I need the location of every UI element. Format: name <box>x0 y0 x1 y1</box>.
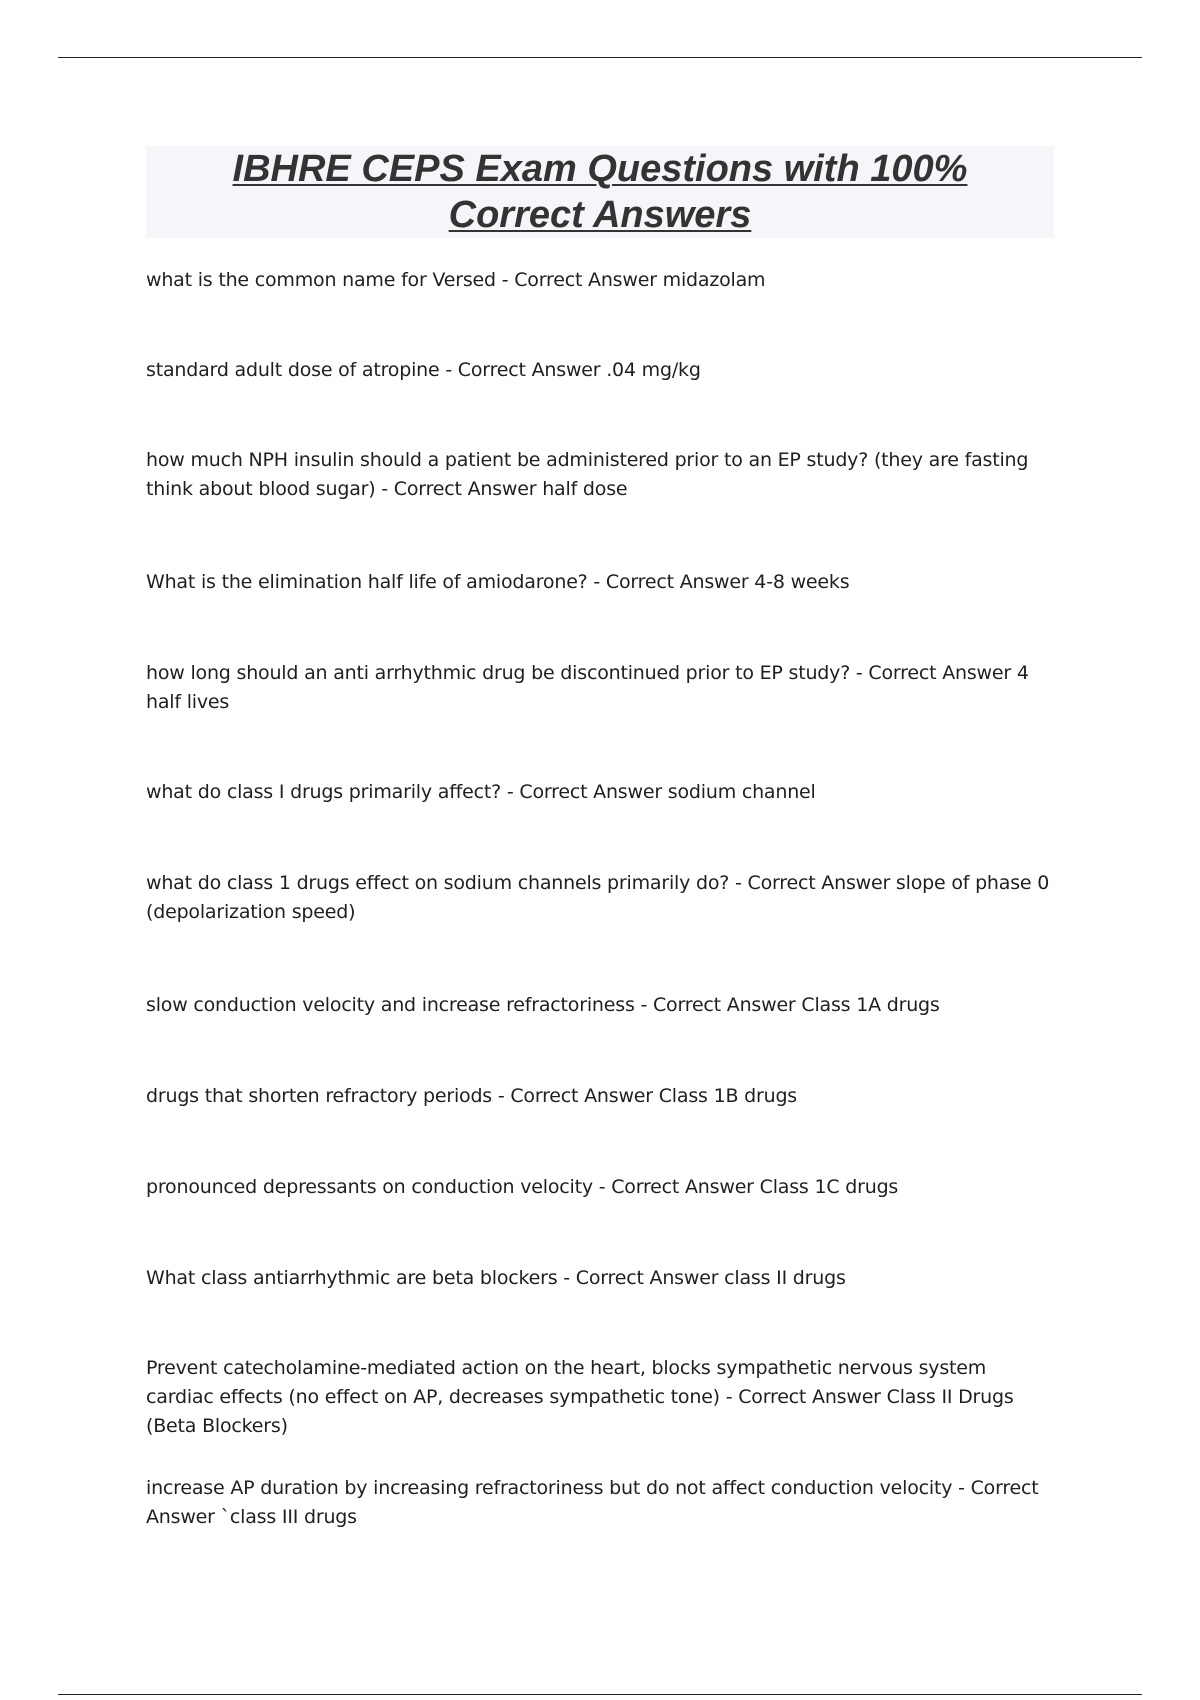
qa-item: what is the common name for Versed - Correct Answer midazolam <box>146 269 766 291</box>
qa-item: how much NPH insulin should a patient be administered prior to an EP study? (they are fasting think about blood sugar) - Correct Answer half dose <box>146 449 1029 500</box>
qa-item: What class antiarrhythmic are beta blockers - Correct Answer class II drugs <box>146 1267 846 1289</box>
document-title: IBHRE CEPS Exam Questions with 100% Correct Answers <box>232 148 968 236</box>
header-rule <box>58 57 1142 58</box>
qa-item: what do class 1 drugs effect on sodium channels primarily do? - Correct Answer slope of phase 0 (depolarization speed) <box>146 872 1050 923</box>
qa-item: slow conduction velocity and increase refractoriness - Correct Answer Class 1A drugs <box>146 994 940 1016</box>
qa-item: drugs that shorten refractory periods - Correct Answer Class 1B drugs <box>146 1085 798 1107</box>
qa-item: pronounced depressants on conduction velocity - Correct Answer Class 1C drugs <box>146 1176 899 1198</box>
qa-item: Prevent catecholamine-mediated action on the heart, blocks sympathetic nervous system cardiac effects (no effect on AP, decreases sympathetic tone) - Correct Answer Class II Drugs (Beta Blockers) <box>146 1357 1014 1437</box>
title-banner <box>146 146 1054 238</box>
footer-rule <box>58 1694 1142 1695</box>
qa-item: standard adult dose of atropine - Correct Answer .04 mg/kg <box>146 359 701 381</box>
qa-item: increase AP duration by increasing refractoriness but do not affect conduction velocity - Correct Answer `class III drugs <box>146 1477 1039 1528</box>
qa-item: what do class I drugs primarily affect? - Correct Answer sodium channel <box>146 781 816 803</box>
qa-item: What is the elimination half life of amiodarone? - Correct Answer 4-8 weeks <box>146 571 850 593</box>
qa-item: how long should an anti arrhythmic drug be discontinued prior to EP study? - Correct Answer 4 half lives <box>146 662 1029 713</box>
